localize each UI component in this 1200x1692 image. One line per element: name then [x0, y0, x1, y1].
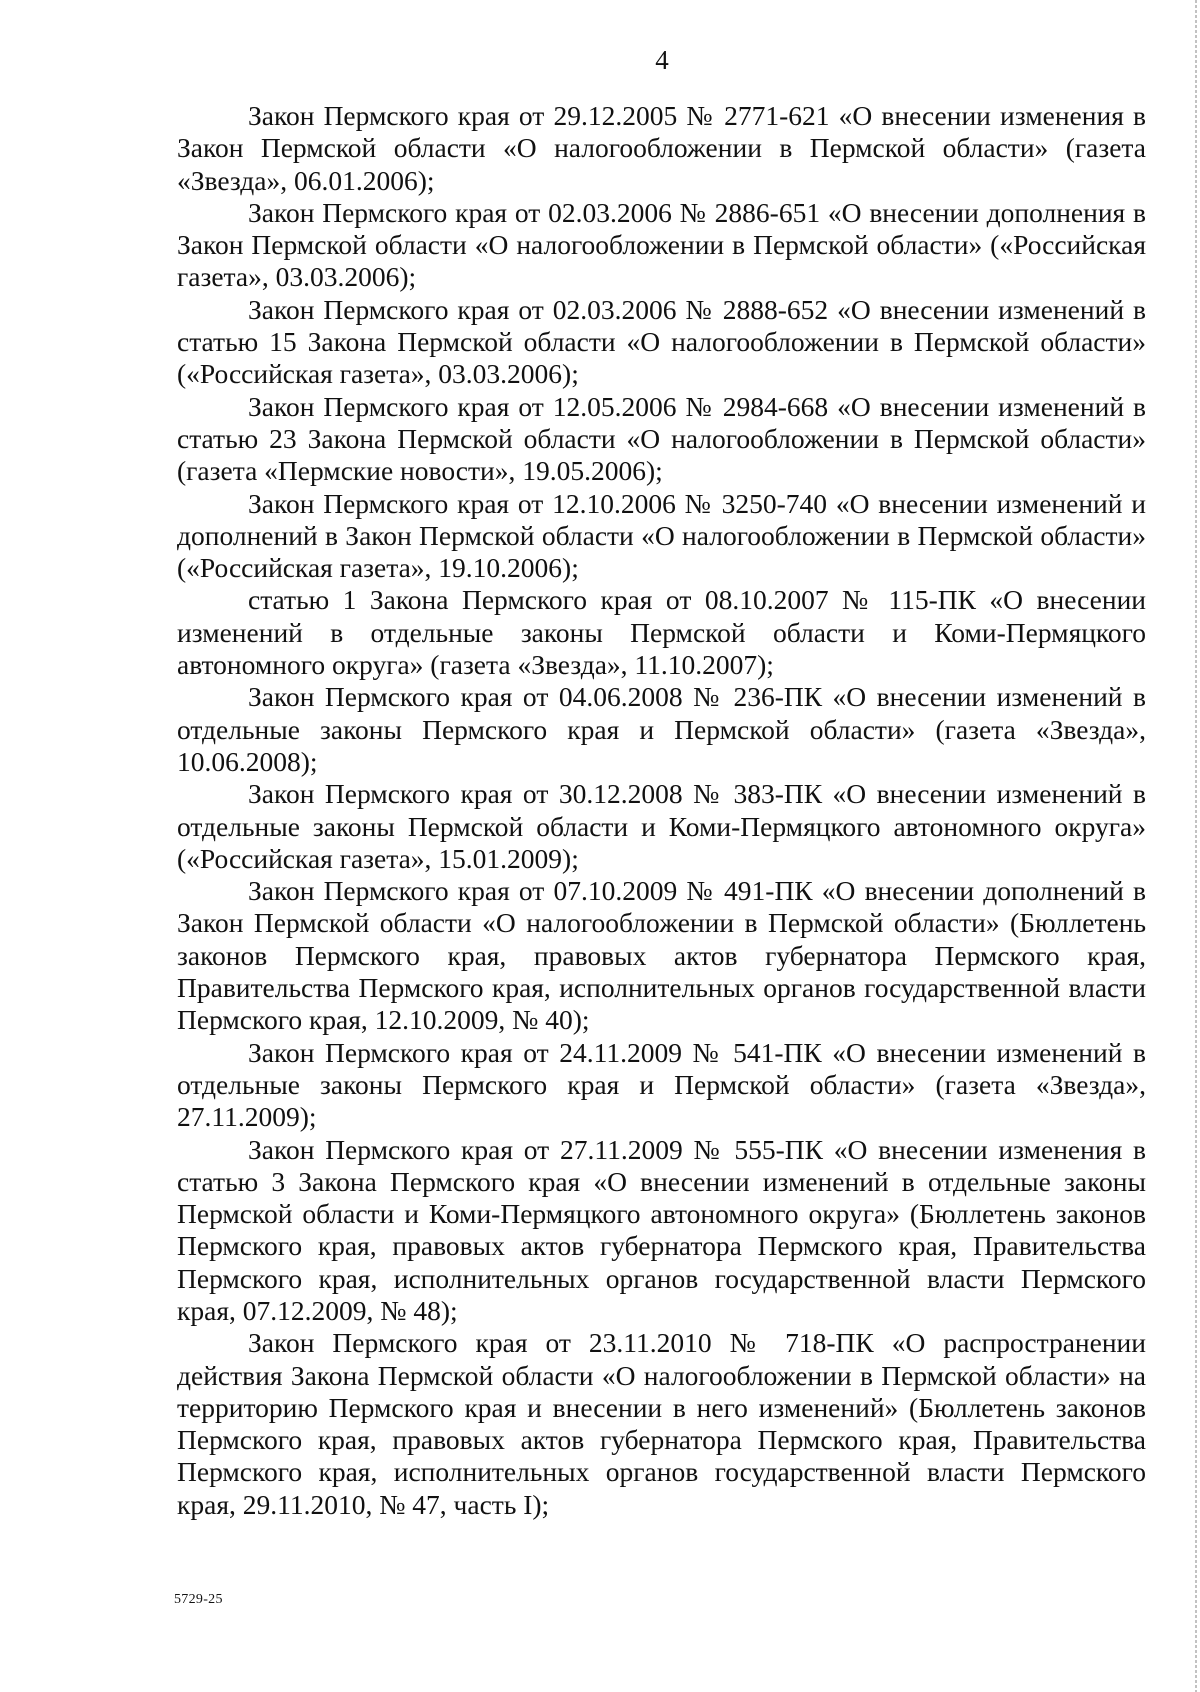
law-entry: Закон Пермского края от 02.03.2006 № 2888-652 «О внесении изменений в статью 15 Закона Пермской области «О налогообложении в Пермской области» («Российская газета», 03.03.2006); [177, 293, 1146, 390]
law-entry: статью 1 Закона Пермского края от 08.10.2007 № 115-ПК «О внесении изменений в отдельные законы Пермской области и Коми-Пермяцкого автономного округа» (газета «Звезда», 11.10.2007); [177, 584, 1146, 681]
law-entry: Закон Пермского края от 02.03.2006 № 2886-651 «О внесении дополнения в Закон Пермской области «О налогообложении в Пермской области» («Российская газета», 03.03.2006); [177, 196, 1146, 293]
law-entry: Закон Пермского края от 30.12.2008 № 383-ПК «О внесении изменений в отдельные законы Пермской области и Коми-Пермяцкого автономного округа» («Российская газета», 15.01.2009); [177, 778, 1146, 874]
scan-edge-line [1195, 0, 1197, 1692]
document-code: 5729-25 [174, 1592, 223, 1607]
law-entry: Закон Пермского края от 23.11.2010 № 718-ПК «О распространении действия Закона Пермской области «О налогообложении в Пермской области» на территорию Пермского края и внесении в него изменений» (Бюллетень законов Пермского края, правовых актов губернатора Пермского края, Правительства Пермского края, исполнительных органов государственной власти Пермского края, 29.11.2010, № 47, часть I); [177, 1327, 1146, 1520]
law-entry: Закон Пермского края от 29.12.2005 № 2771-621 «О внесении изменения в Закон Пермской области «О налогообложении в Пермской области» (газета «Звезда», 06.01.2006); [177, 100, 1146, 196]
law-list [177, 100, 1146, 1521]
law-entry: Закон Пермского края от 07.10.2009 № 491-ПК «О внесении дополнений в Закон Пермской области «О налогообложении в Пермской области» (Бюллетень законов Пермского края, правовых актов губернатора Пермского края, Правительства Пермского края, исполнительных органов государственной власти Пермского края, 12.10.2009, № 40); [177, 875, 1146, 1036]
page-number: 4 [655, 45, 669, 75]
law-entry: Закон Пермского края от 04.06.2008 № 236-ПК «О внесении изменений в отдельные законы Пермского края и Пермской области» (газета «Звезда», 10.06.2008); [177, 681, 1146, 777]
law-entry: Закон Пермского края от 24.11.2009 № 541-ПК «О внесении изменений в отдельные законы Пермского края и Пермской области» (газета «Звезда», 27.11.2009); [177, 1036, 1146, 1133]
law-entry: Закон Пермского края от 12.05.2006 № 2984-668 «О внесении изменений в статью 23 Закона Пермской области «О налогообложении в Пермской области» (газета «Пермские новости», 19.05.2006); [177, 390, 1146, 487]
law-entry: Закон Пермского края от 12.10.2006 № 3250-740 «О внесении изменений и дополнений в Закон Пермской области «О налогообложении в Пермской области» («Российская газета», 19.10.2006); [177, 487, 1146, 584]
law-entry: Закон Пермского края от 27.11.2009 № 555-ПК «О внесении изменения в статью 3 Закона Пермского края «О внесении изменений в отдельные законы Пермской области и Коми-Пермяцкого автономного округа» (Бюллетень законов Пермского края, правовых актов губернатора Пермского края, Правительства Пермского края, исполнительных органов государственной власти Пермского края, 07.12.2009, № 48); [177, 1133, 1146, 1326]
